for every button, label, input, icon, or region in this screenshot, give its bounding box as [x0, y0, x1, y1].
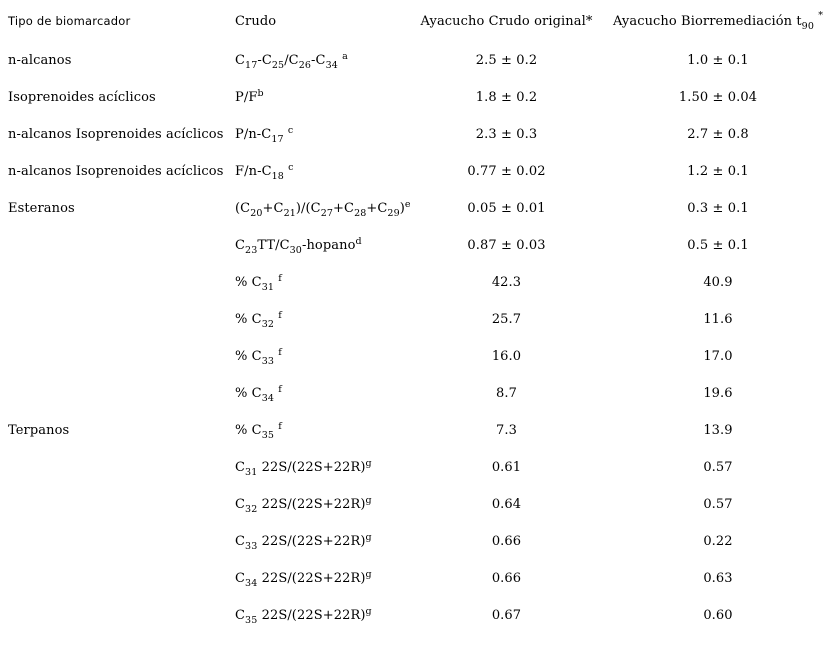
original-value-cell: 0.66	[491, 571, 522, 586]
crudo-formula-cell: % $C_{34}$ $^f$	[235, 384, 282, 404]
table-row	[8, 486, 826, 523]
original-value-cell: 42.3	[491, 275, 522, 290]
biorem-value-cell: 11.6	[703, 312, 733, 327]
table-row	[8, 449, 826, 486]
biorem-value-cell: 0.57	[703, 460, 733, 475]
crudo-formula-cell: $C_{35}$ $22S/(22S+22R)^g$	[235, 606, 372, 626]
crudo-formula-cell: $C_{34}$ $22S/(22S+22R)^g$	[235, 569, 372, 589]
header-row	[8, 0, 826, 42]
biomarker-type-cell: n-alcanos Isoprenoides acíclicos	[8, 164, 224, 179]
biomarker-type-cell	[8, 375, 235, 412]
biorem-value-cell: 40.9	[703, 275, 733, 290]
biomarker-type-cell: n-alcanos	[8, 53, 72, 68]
biomarker-type-cell	[8, 227, 235, 264]
original-value-cell: 0.64	[491, 497, 522, 512]
original-value-cell: 0.87 ± 0.03	[467, 238, 546, 253]
table-row	[8, 523, 826, 560]
biorem-value-cell: 0.63	[703, 571, 733, 586]
biomarker-type-cell: Terpanos	[8, 423, 70, 438]
biomarker-type-cell	[8, 597, 235, 634]
table-row	[8, 412, 826, 449]
biorem-value-cell: 0.60	[703, 608, 733, 623]
biomarker-type-cell	[8, 486, 235, 523]
biomarker-type-cell: n-alcanos Isoprenoides acíclicos	[8, 127, 224, 142]
biorem-value-cell: 0.5 ± 0.1	[687, 238, 749, 253]
table-row	[8, 375, 826, 412]
biomarker-type-cell	[8, 560, 235, 597]
crudo-formula-cell: $P/n-C_{17}$ $^c$	[235, 125, 294, 145]
biorem-value-cell: 13.9	[703, 423, 733, 438]
biorem-value-cell: 2.7 ± 0.8	[687, 127, 749, 142]
biorem-value-cell: 1.50 ± 0.04	[678, 90, 758, 105]
table-row	[8, 153, 826, 190]
table-row	[8, 116, 826, 153]
biorem-value-cell: 0.3 ± 0.1	[687, 201, 749, 216]
crudo-formula-cell: $C_{32}$ $22S/(22S+22R)^g$	[235, 495, 372, 515]
biorem-value-cell: 1.0 ± 0.1	[687, 53, 749, 68]
biorem-value-cell: 19.6	[703, 386, 733, 401]
crudo-formula-cell: $F/n-C_{18}$ $^c$	[235, 162, 294, 182]
crudo-formula-cell: $C_{31}$ $22S/(22S+22R)^g$	[235, 458, 372, 478]
crudo-formula-cell: % $C_{33}$ $^f$	[235, 347, 282, 367]
header-ayacucho-original: Ayacucho Crudo original*	[420, 13, 593, 29]
crudo-formula-cell: % $C_{31}$ $^f$	[235, 273, 282, 293]
crudo-formula-cell: % $C_{35}$ $^f$	[235, 421, 282, 441]
original-value-cell: 2.3 ± 0.3	[475, 127, 538, 142]
biomarker-type-cell: Isoprenoides acíclicos	[8, 90, 156, 105]
crudo-formula-cell: $C_{17}-C_{25}/C_{26}-C_{34}$ $^a$	[235, 51, 348, 71]
table-body	[8, 42, 826, 634]
crudo-formula-cell: % $C_{32}$ $^f$	[235, 310, 282, 330]
original-value-cell: 0.67	[491, 608, 522, 623]
crudo-formula-cell: $C_{23}TT/C_{30}-hopano^d$	[235, 236, 362, 256]
original-value-cell: 16.0	[491, 349, 522, 364]
table-row	[8, 301, 826, 338]
header-biomarker-type: Tipo de biomarcador	[8, 14, 131, 28]
crudo-formula-cell: $(C_{20}+C_{21})/(C_{27}+C_{28}+C_{29})^e$	[235, 199, 411, 219]
biomarker-type-cell: Esteranos	[8, 201, 75, 216]
table-row	[8, 190, 826, 227]
table-row	[8, 560, 826, 597]
original-value-cell: 0.05 ± 0.01	[467, 201, 546, 216]
original-value-cell: 2.5 ± 0.2	[475, 53, 538, 68]
table-row	[8, 227, 826, 264]
biomarker-type-cell	[8, 301, 235, 338]
original-value-cell: 0.77 ± 0.02	[467, 164, 546, 179]
header-crudo: Crudo	[235, 13, 277, 29]
table-row	[8, 338, 826, 375]
original-value-cell: 7.3	[496, 423, 517, 438]
crudo-formula-cell: $C_{33}$ $22S/(22S+22R)^g$	[235, 532, 372, 552]
original-value-cell: 1.8 ± 0.2	[475, 90, 538, 105]
original-value-cell: 0.66	[491, 534, 522, 549]
biorem-value-cell: 0.22	[703, 534, 733, 549]
header-ayacucho-biorremediacion: Ayacucho Biorremediación $t_{90}$ *	[612, 9, 824, 32]
table-row	[8, 79, 826, 116]
table-row	[8, 264, 826, 301]
biomarker-table	[8, 0, 826, 634]
original-value-cell: 25.7	[491, 312, 522, 327]
original-value-cell: 8.7	[496, 386, 517, 401]
original-value-cell: 0.61	[491, 460, 522, 475]
biomarker-type-cell	[8, 523, 235, 560]
biorem-value-cell: 1.2 ± 0.1	[687, 164, 749, 179]
table-row	[8, 597, 826, 634]
crudo-formula-cell: $P/F^b$	[235, 88, 264, 105]
table-row	[8, 42, 826, 79]
biomarker-type-cell	[8, 449, 235, 486]
biorem-value-cell: 0.57	[703, 497, 733, 512]
biorem-value-cell: 17.0	[703, 349, 733, 364]
biomarker-type-cell	[8, 264, 235, 301]
biomarker-type-cell	[8, 338, 235, 375]
